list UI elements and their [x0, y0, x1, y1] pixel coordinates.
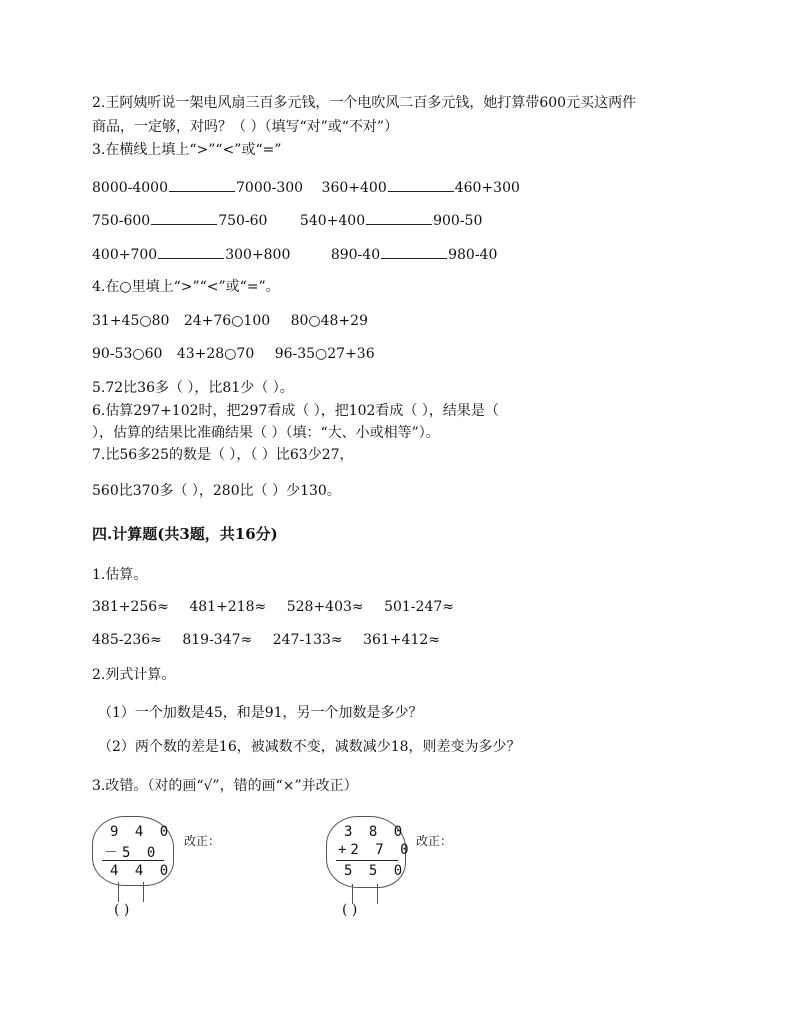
addend-top: 9 4 0 [110, 824, 173, 840]
q4-row-1 [92, 313, 368, 329]
correction-figure-1 [92, 816, 242, 921]
tree-trunk [352, 884, 378, 904]
section-heading: 四.计算题(共3题，共16分) [92, 525, 278, 543]
compare-expr: 90-53○60 [92, 346, 163, 362]
p2-title: 2.列式计算。 [92, 667, 176, 683]
correction-figure-2 [326, 816, 476, 921]
result: 4 4 0 [110, 863, 173, 879]
estimate-expr: 528+403≈ [286, 599, 364, 615]
judgement-paren[interactable]: ( ) [342, 902, 358, 918]
q2-line2: 商品，一定够，对吗？（ ）（填写“对”或“不对”） [92, 119, 399, 135]
p3-title: 3.改错。（对的画“√”，错的画“×”并改正） [92, 778, 358, 794]
estimate-expr: 361+412≈ [363, 632, 440, 648]
addend-mid: +2 7 0 [338, 842, 413, 858]
tree-trunk [118, 882, 144, 902]
estimate-expr: 381+256≈ [92, 599, 169, 615]
p1-title: 1.估算。 [92, 567, 148, 583]
result: 5 5 0 [344, 863, 407, 879]
addend-top: 3 8 0 [344, 824, 407, 840]
q7-line1: 7.比56多25的数是（ ），（ ）比63少27， [92, 447, 354, 463]
compare-expr: 43+28○70 [176, 346, 255, 362]
answer-blank[interactable] [366, 210, 432, 225]
q4-title: 4.在○里填上“>”“<”或“=”。 [92, 279, 280, 295]
estimate-expr: 247-133≈ [272, 632, 343, 648]
expr: 7000-300 [236, 180, 304, 196]
expr: 300+800 [225, 247, 291, 263]
expr: 540+400 [299, 213, 366, 229]
estimate-expr: 501-247≈ [384, 599, 454, 615]
estimate-expr: 481+218≈ [189, 599, 267, 615]
correction-label: 改正： [184, 834, 221, 848]
sum-line [336, 860, 398, 861]
expr: 890-40 [330, 247, 381, 263]
compare-expr: 24+76○100 [183, 313, 271, 329]
expr: 360+400 [321, 180, 387, 196]
q6-line2: ），估算的结果比准确结果（ ）（填：“大、小或相等”）。 [92, 425, 440, 441]
answer-blank[interactable] [169, 177, 235, 192]
expr: 460+300 [454, 180, 520, 196]
expr: 8000-4000 [92, 180, 168, 196]
answer-blank[interactable] [158, 244, 224, 259]
answer-blank[interactable] [151, 210, 217, 225]
compare-expr: 80○48+29 [290, 313, 368, 329]
q3-title: 3.在横线上填上“>”“<”或“=” [92, 142, 282, 158]
judgement-paren[interactable]: ( ) [114, 902, 130, 918]
q2-line1: 2.王阿姨听说一架电风扇三百多元钱，一个电吹风二百多元钱，她打算带600元买这两件 [92, 95, 637, 111]
estimate-expr: 819-347≈ [182, 632, 253, 648]
answer-blank[interactable] [381, 244, 447, 259]
q3-row-2 [92, 210, 482, 229]
q7-line2: 560比370多（ ），280比（ ）少130。 [92, 483, 341, 499]
p2-item-1: （1）一个加数是45，和是91，另一个加数是多少？ [98, 705, 423, 721]
answer-blank[interactable] [388, 177, 454, 192]
q4-row-2 [92, 346, 375, 362]
p2-item-2: （2）两个数的差是16，被减数不变，减数减少18，则差变为多少？ [98, 739, 521, 755]
estimate-row-1 [92, 599, 454, 615]
q6-line1: 6.估算297+102时，把297看成（ ），把102看成（ ），结果是（ [92, 403, 499, 419]
correction-label: 改正： [416, 834, 453, 848]
addend-mid: －5 0 [104, 845, 160, 861]
q5: 5.72比36多（ ），比81少（ ）。 [92, 380, 294, 396]
compare-expr: 31+45○80 [92, 313, 170, 329]
expr: 750-60 [218, 213, 268, 229]
sum-line [102, 860, 164, 861]
estimate-row-2 [92, 632, 440, 648]
expr: 750-600 [92, 213, 151, 229]
q3-row-1 [92, 177, 520, 196]
expr: 980-40 [448, 247, 498, 263]
estimate-expr: 485-236≈ [92, 632, 162, 648]
compare-expr: 96-35○27+36 [274, 346, 375, 362]
expr: 400+700 [92, 247, 158, 263]
q3-row-3 [92, 244, 497, 263]
expr: 900-50 [433, 213, 483, 229]
